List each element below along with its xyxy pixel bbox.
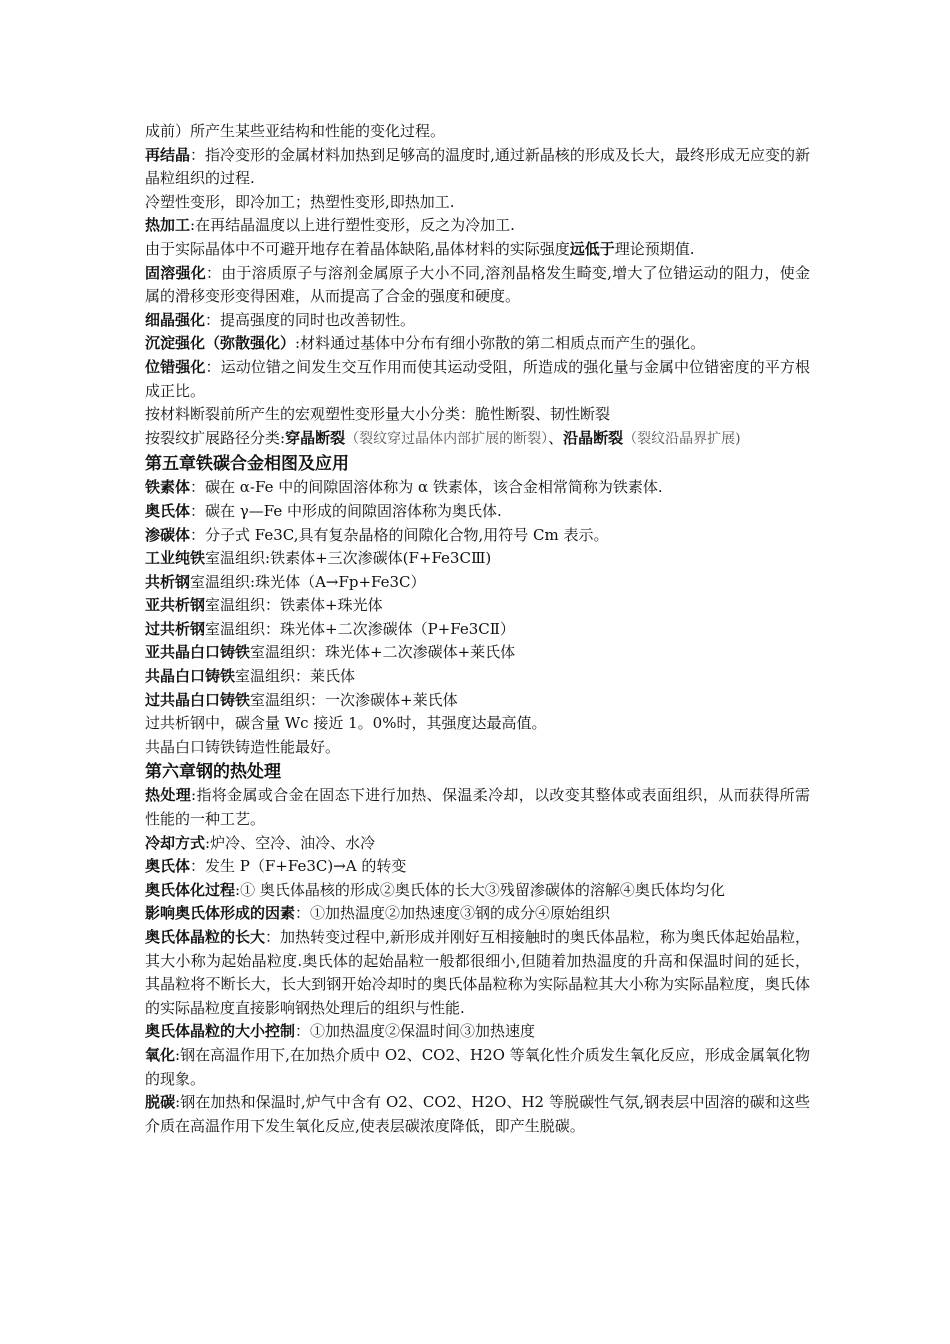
term: 共晶白口铸铁 — [145, 667, 236, 686]
structure-eutectic-white-iron — [145, 665, 810, 689]
definition-ferrite — [145, 476, 810, 500]
term: 亚共析钢 — [145, 596, 206, 615]
term: 细晶强化 — [145, 310, 206, 329]
structure-eutectoid-steel — [145, 571, 810, 595]
paragraph — [145, 238, 810, 262]
term: 脱碳 — [145, 1093, 176, 1112]
definition: ：①加热温度②加热速度③钢的成分④原始组织 — [295, 904, 611, 923]
term: 过共晶白口铸铁 — [145, 690, 251, 709]
definition: :炉冷、空冷、油冷、水冷 — [205, 833, 376, 852]
paragraph-fracture-path — [145, 427, 810, 452]
paragraph — [145, 120, 810, 144]
definition-recrystallization — [145, 144, 810, 191]
structure-hypereutectoid-steel — [145, 618, 810, 642]
definition-austenite — [145, 500, 810, 524]
definition: ：运动位错之间发生交互作用而使其运动受阻，所造成的强化量与金属中位错密度的平方根成正比。 — [145, 357, 810, 400]
definition: 室温组织：一次渗碳体+莱氏体 — [250, 690, 458, 709]
text: 、 — [548, 428, 564, 447]
definition-solid-solution-strengthening — [145, 262, 810, 309]
definition-grain-growth — [145, 926, 810, 1020]
note: （裂纹穿过晶体内部扩展的断裂） — [345, 430, 549, 447]
definition: ：提高强度的同时也改善韧性。 — [205, 310, 416, 329]
definition: :钢在高温作用下,在加热介质中 O2、CO2、H2O 等氧化性介质发生氧化反应，形成金属氧化物的现象。 — [145, 1045, 810, 1088]
definition: ：指冷变形的金属材料加热到足够高的温度时,通过新晶核的形成及长大，最终形成无应变的新晶粒组织的过程. — [145, 145, 810, 188]
definition-precipitation-strengthening — [145, 332, 810, 356]
paragraph — [145, 712, 810, 736]
text: 理论预期值. — [614, 239, 695, 258]
definition-grain-size-control — [145, 1020, 810, 1044]
term: 热加工 — [145, 216, 191, 235]
definition-hot-working — [145, 214, 810, 238]
term: 奥氏体 — [145, 857, 191, 876]
definition: 室温组织：铁素体+珠光体 — [205, 596, 383, 615]
term: 工业纯铁 — [145, 549, 206, 568]
term: 渗碳体 — [145, 525, 191, 544]
term: 过共析钢 — [145, 619, 206, 638]
term: 固溶强化 — [145, 263, 206, 282]
text: 由于实际晶体中不可避开地存在着晶体缺陷,晶体材料的实际强度 — [145, 239, 570, 258]
structure-hypoeutectoid-steel — [145, 594, 810, 618]
definition-oxidation — [145, 1044, 810, 1091]
definition: :在再结晶温度以上进行塑性变形，反之为冷加工. — [190, 216, 515, 235]
definition: 室温组织:珠光体（A→Fp+Fe3C） — [190, 572, 426, 591]
definition: :材料通过基体中分布有细小弥散的第二相质点而产生的强化。 — [295, 334, 706, 353]
structure-hypereutectic-white-iron — [145, 689, 810, 713]
term: 奥氏体 — [145, 501, 191, 520]
term: 沉淀强化（弥散强化） — [145, 334, 296, 353]
paragraph — [145, 191, 810, 215]
text: 成前）所产生某些亚结构和性能的变化过程。 — [145, 122, 446, 140]
term: 位错强化 — [145, 357, 206, 376]
definition-austenitization — [145, 879, 810, 903]
note: （裂纹沿晶界扩展) — [623, 430, 741, 447]
definition: ：发生 P（F+Fe3C)→A 的转变 — [190, 857, 407, 876]
definition-decarburization — [145, 1091, 810, 1138]
definition: 室温组织：珠光体+二次渗碳体（P+Fe3CⅡ） — [205, 619, 515, 638]
definition-austenite-factors — [145, 902, 810, 926]
definition-dislocation-strengthening — [145, 356, 810, 403]
text: 按裂纹扩展路径分类: — [145, 428, 286, 447]
definition-grain-refinement — [145, 309, 810, 333]
text: 共晶白口铸铁铸造性能最好。 — [145, 737, 341, 756]
term: 铁素体 — [145, 478, 191, 497]
emphasis: 远低于 — [569, 239, 615, 258]
definition: :指将金属或合金在固态下进行加热、保温柔冷却，以改变其整体或表面组织，从而获得所需性能的一种工艺。 — [145, 786, 810, 829]
term: 再结晶 — [145, 145, 191, 164]
definition: ：由于溶质原子与溶剂金属原子大小不同,溶剂晶格发生畸变,增大了位错运动的阻力，使金属的滑移变形变得困难，从而提高了合金的强度和硬度。 — [145, 263, 810, 306]
term: 热处理 — [145, 786, 192, 805]
definition-heat-treatment — [145, 784, 810, 831]
text: 按材料断裂前所产生的宏观塑性变形量大小分类：脆性断裂、韧性断裂 — [145, 405, 611, 424]
definition-austenite-transformation — [145, 855, 810, 879]
term: 冷却方式 — [145, 833, 206, 852]
definition: 室温组织：莱氏体 — [235, 667, 356, 686]
definition: ：①加热温度②保温时间③加热速度 — [295, 1022, 536, 1041]
definition: :钢在加热和保温时,炉气中含有 O2、CO2、H2O、H2 等脱碳性气氛,钢表层中固溶的碳和这些介质在高温作用下发生氧化反应,使表层碳浓度降低，即产生脱碳。 — [145, 1093, 810, 1135]
term: 穿晶断裂 — [285, 428, 346, 447]
term: 奥氏体晶粒的长大 — [145, 928, 266, 946]
paragraph — [145, 736, 810, 760]
definition: :① 奥氏体晶核的形成②奥氏体的长大③残留渗碳体的溶解④奥氏体均匀化 — [235, 880, 725, 899]
term: 共析钢 — [145, 572, 191, 591]
term: 影响奥氏体形成的因素 — [145, 904, 296, 923]
definition: ：加热转变过程中,新形成并刚好互相接触时的奥氏体晶粒，称为奥氏体起始晶粒，其大小称为起始晶粒度.奥氏体的起始晶粒一般都很细小,但随着加热温度的升高和保温时间的延长，其晶粒将不断长大，长大到钢开始冷却时的奥氏体晶粒称为实际晶粒其大小称为实际晶粒度，奥氏体的实际晶粒度直接影响钢热处理后的组织与性能. — [145, 928, 810, 1017]
term: 氧化 — [145, 1045, 176, 1064]
definition: ：碳在 γ—Fe 中形成的间隙固溶体称为奥氏体. — [190, 501, 502, 520]
term: 奥氏体晶粒的大小控制 — [145, 1022, 296, 1041]
definition: 室温组织:铁素体+三次渗碳体(F+Fe3CⅢ) — [205, 549, 492, 568]
text: 过共析钢中，碳含量 Wc 接近 1。0%时，其强度达最高值。 — [145, 714, 547, 733]
definition: ：分子式 Fe3C,具有复杂晶格的间隙化合物,用符号 Cm 表示。 — [190, 525, 609, 544]
text: 冷塑性变形，即冷加工；热塑性变形,即热加工. — [145, 192, 455, 211]
definition: 室温组织：珠光体+二次渗碳体+莱氏体 — [250, 643, 516, 662]
term: 奥氏体化过程 — [145, 880, 236, 899]
paragraph — [145, 403, 810, 427]
definition-cementite — [145, 524, 810, 548]
definition-cooling-methods — [145, 832, 810, 856]
term: 沿晶断裂 — [563, 428, 624, 447]
structure-hypoeutectic-white-iron — [145, 641, 810, 665]
chapter-heading: 第五章铁碳合金相图及应用 — [145, 454, 349, 475]
term: 亚共晶白口铸铁 — [145, 643, 251, 662]
definition: ：碳在 α-Fe 中的间隙固溶体称为 α 铁素体，该合金相常简称为铁素体. — [190, 478, 663, 497]
chapter-heading: 第六章钢的热处理 — [145, 762, 281, 783]
structure-industrial-iron — [145, 547, 810, 571]
document-body — [145, 120, 810, 1138]
